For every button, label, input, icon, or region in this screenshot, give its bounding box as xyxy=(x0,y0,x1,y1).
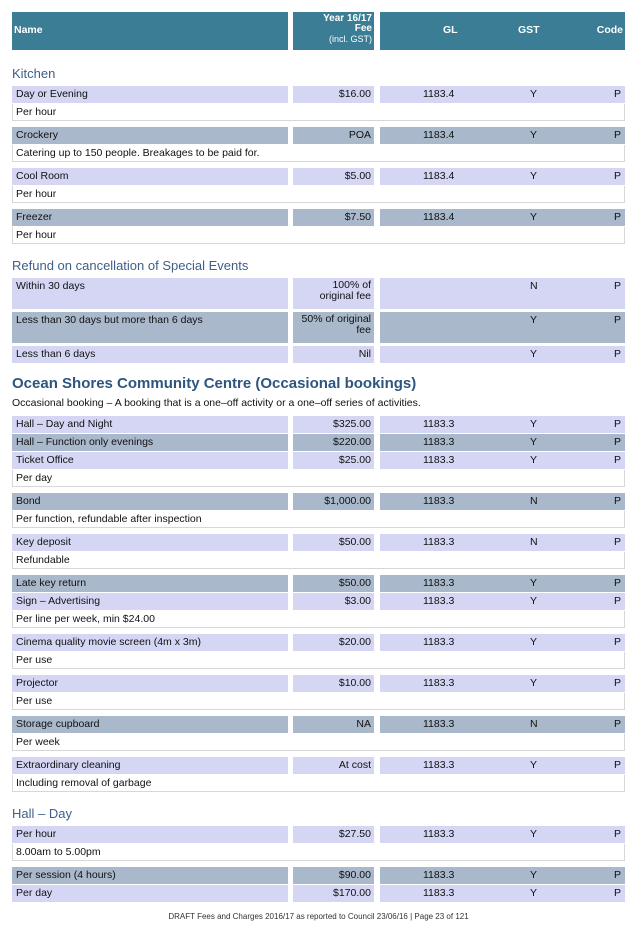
row-gst: Y xyxy=(530,211,538,223)
table-row xyxy=(12,86,625,103)
table-row xyxy=(12,716,625,733)
row-gst: Y xyxy=(530,869,538,881)
table-row xyxy=(12,575,625,592)
row-codes xyxy=(380,209,625,226)
row-note: Per week xyxy=(12,734,625,751)
row-fee: $5.00 xyxy=(293,168,374,185)
row-gst: N xyxy=(530,718,538,730)
table-row xyxy=(12,312,625,343)
row-gst: N xyxy=(530,280,538,292)
row-code: P xyxy=(613,495,621,507)
row-fee: Nil xyxy=(293,346,374,363)
row-gl: 1183.4 xyxy=(423,211,455,223)
row-fee: $20.00 xyxy=(293,634,374,651)
row-codes xyxy=(380,634,625,651)
row-gl: 1183.3 xyxy=(423,454,455,466)
row-gl: 1183.4 xyxy=(423,129,455,141)
section-hall-day: Hall – Day xyxy=(12,806,72,821)
row-fee: NA xyxy=(293,716,374,733)
row-code: P xyxy=(613,636,621,648)
row-gst: Y xyxy=(530,348,538,360)
row-gl: 1183.3 xyxy=(423,436,455,448)
row-code: P xyxy=(613,677,621,689)
table-row xyxy=(12,346,625,363)
row-gl: 1183.3 xyxy=(423,759,455,771)
header-gst: GST xyxy=(518,24,540,36)
row-name: Sign – Advertising xyxy=(12,593,288,610)
row-fee: $325.00 xyxy=(293,416,374,433)
row-gl: 1183.3 xyxy=(423,595,455,607)
row-fee: $50.00 xyxy=(293,575,374,592)
row-gst: N xyxy=(530,536,538,548)
row-note: Per line per week, min $24.00 xyxy=(12,611,625,628)
row-fee: $27.50 xyxy=(293,826,374,843)
row-name: Storage cupboard xyxy=(12,716,288,733)
row-note: Per hour xyxy=(12,104,625,121)
row-name: Freezer xyxy=(12,209,288,226)
row-codes xyxy=(380,575,625,592)
row-note: Including removal of garbage xyxy=(12,775,625,792)
row-name: Less than 6 days xyxy=(12,346,288,363)
table-row xyxy=(12,826,625,843)
row-gst: Y xyxy=(530,88,538,100)
row-codes xyxy=(380,867,625,884)
row-code: P xyxy=(613,869,621,881)
row-code: P xyxy=(613,454,621,466)
row-fee: $10.00 xyxy=(293,675,374,692)
table-row xyxy=(12,493,625,510)
table-row xyxy=(12,885,625,902)
row-fee: $50.00 xyxy=(293,534,374,551)
row-name: Late key return xyxy=(12,575,288,592)
row-name: Cool Room xyxy=(12,168,288,185)
row-gst: Y xyxy=(530,595,538,607)
row-name: Ticket Office xyxy=(12,452,288,469)
row-name: Less than 30 days but more than 6 days xyxy=(12,312,288,343)
header-fee-line1: Year 16/17 xyxy=(323,13,372,24)
table-row xyxy=(12,593,625,610)
row-fee: $1,000.00 xyxy=(293,493,374,510)
table-row xyxy=(12,675,625,692)
row-fee: $220.00 xyxy=(293,434,374,451)
row-codes xyxy=(380,826,625,843)
row-codes xyxy=(380,493,625,510)
page-footer: DRAFT Fees and Charges 2016/17 as reported to Council 23/06/16 | Page 23 of 121 xyxy=(168,912,469,921)
table-row xyxy=(12,416,625,433)
table-row xyxy=(12,867,625,884)
row-name: Per hour xyxy=(12,826,288,843)
row-codes xyxy=(380,534,625,551)
row-codes xyxy=(380,593,625,610)
row-note: 8.00am to 5.00pm xyxy=(12,844,625,861)
row-gl: 1183.3 xyxy=(423,869,455,881)
row-code: P xyxy=(613,887,621,899)
header-fee-line2: Fee xyxy=(354,23,372,34)
row-code: P xyxy=(613,759,621,771)
row-gst: Y xyxy=(530,887,538,899)
row-code: P xyxy=(613,129,621,141)
row-fee: $170.00 xyxy=(293,885,374,902)
row-codes xyxy=(380,452,625,469)
table-row xyxy=(12,434,625,451)
row-fee: $90.00 xyxy=(293,867,374,884)
row-fee-line2: fee xyxy=(356,324,371,336)
row-gl: 1183.3 xyxy=(423,828,455,840)
row-code: P xyxy=(613,88,621,100)
row-code: P xyxy=(613,828,621,840)
row-note: Per hour xyxy=(12,186,625,203)
row-name: Key deposit xyxy=(12,534,288,551)
row-code: P xyxy=(613,348,621,360)
row-fee-line1: 100% of xyxy=(332,279,371,291)
table-header xyxy=(12,12,625,50)
row-fee: $16.00 xyxy=(293,86,374,103)
row-gl: 1183.3 xyxy=(423,677,455,689)
row-note: Per day xyxy=(12,470,625,487)
row-codes xyxy=(380,716,625,733)
row-gl: 1183.3 xyxy=(423,887,455,899)
row-gst: Y xyxy=(530,577,538,589)
row-gl: 1183.4 xyxy=(423,170,455,182)
row-name: Per day xyxy=(12,885,288,902)
row-gst: Y xyxy=(530,418,538,430)
row-fee: At cost xyxy=(293,757,374,774)
row-codes xyxy=(380,434,625,451)
row-name: Extraordinary cleaning xyxy=(12,757,288,774)
header-code: Code xyxy=(596,24,623,36)
table-row xyxy=(12,452,625,469)
row-gl: 1183.3 xyxy=(423,536,455,548)
row-fee: $25.00 xyxy=(293,452,374,469)
row-gl: 1183.3 xyxy=(423,718,455,730)
row-gl: 1183.3 xyxy=(423,418,455,430)
row-codes xyxy=(380,86,625,103)
row-gl: 1183.4 xyxy=(423,88,455,100)
row-fee xyxy=(293,278,374,309)
row-note: Refundable xyxy=(12,552,625,569)
row-gst: Y xyxy=(530,129,538,141)
header-fee-line3: (incl. GST) xyxy=(328,34,372,44)
row-gst: Y xyxy=(530,828,538,840)
row-fee: $3.00 xyxy=(293,593,374,610)
table-row xyxy=(12,127,625,144)
row-note: Per function, refundable after inspection xyxy=(12,511,625,528)
row-code: P xyxy=(613,718,621,730)
row-gst: Y xyxy=(530,677,538,689)
table-row xyxy=(12,534,625,551)
row-code: P xyxy=(613,536,621,548)
row-fee xyxy=(293,312,374,343)
row-codes xyxy=(380,346,625,363)
row-gst: N xyxy=(530,495,538,507)
row-gl: 1183.3 xyxy=(423,577,455,589)
section-refund: Refund on cancellation of Special Events xyxy=(12,258,249,273)
row-note: Catering up to 150 people. Breakages to be paid for. xyxy=(12,145,625,162)
row-gl: 1183.3 xyxy=(423,495,455,507)
row-codes xyxy=(380,416,625,433)
row-name: Hall – Day and Night xyxy=(12,416,288,433)
row-code: P xyxy=(613,577,621,589)
row-note: Per use xyxy=(12,652,625,669)
row-codes xyxy=(380,168,625,185)
row-name: Projector xyxy=(12,675,288,692)
row-code: P xyxy=(613,170,621,182)
header-gl: GL xyxy=(443,24,458,36)
row-gl: 1183.3 xyxy=(423,636,455,648)
row-gst: Y xyxy=(530,170,538,182)
row-fee-line2: original fee xyxy=(319,290,371,302)
header-name: Name xyxy=(12,12,288,50)
row-code: P xyxy=(613,314,621,326)
row-codes xyxy=(380,312,625,343)
row-name: Within 30 days xyxy=(12,278,288,309)
row-name: Hall – Function only evenings xyxy=(12,434,288,451)
row-gst: Y xyxy=(530,436,538,448)
row-name: Per session (4 hours) xyxy=(12,867,288,884)
row-fee-line1: 50% of original xyxy=(301,313,371,325)
header-fee xyxy=(293,12,374,50)
row-name: Bond xyxy=(12,493,288,510)
row-code: P xyxy=(613,418,621,430)
row-codes xyxy=(380,278,625,309)
row-codes xyxy=(380,675,625,692)
row-fee: $7.50 xyxy=(293,209,374,226)
table-row xyxy=(12,209,625,226)
intro-text: Occasional booking – A booking that is a one–off activity or a one–off series of activities. xyxy=(12,397,421,409)
table-row xyxy=(12,278,625,309)
section-ocean-shores: Ocean Shores Community Centre (Occasional bookings) xyxy=(12,375,417,392)
row-note: Per use xyxy=(12,693,625,710)
row-codes xyxy=(380,757,625,774)
row-note: Per hour xyxy=(12,227,625,244)
row-code: P xyxy=(613,595,621,607)
row-name: Crockery xyxy=(12,127,288,144)
table-row xyxy=(12,168,625,185)
row-gst: Y xyxy=(530,636,538,648)
row-name: Day or Evening xyxy=(12,86,288,103)
section-kitchen: Kitchen xyxy=(12,66,56,81)
header-gl-gst-code xyxy=(380,12,625,50)
row-code: P xyxy=(613,211,621,223)
row-codes xyxy=(380,885,625,902)
row-codes xyxy=(380,127,625,144)
row-gst: Y xyxy=(530,759,538,771)
table-row xyxy=(12,634,625,651)
row-code: P xyxy=(613,436,621,448)
row-code: P xyxy=(613,280,621,292)
row-fee: POA xyxy=(293,127,374,144)
row-name: Cinema quality movie screen (4m x 3m) xyxy=(12,634,288,651)
table-row xyxy=(12,757,625,774)
row-gst: Y xyxy=(530,314,538,326)
row-gst: Y xyxy=(530,454,538,466)
